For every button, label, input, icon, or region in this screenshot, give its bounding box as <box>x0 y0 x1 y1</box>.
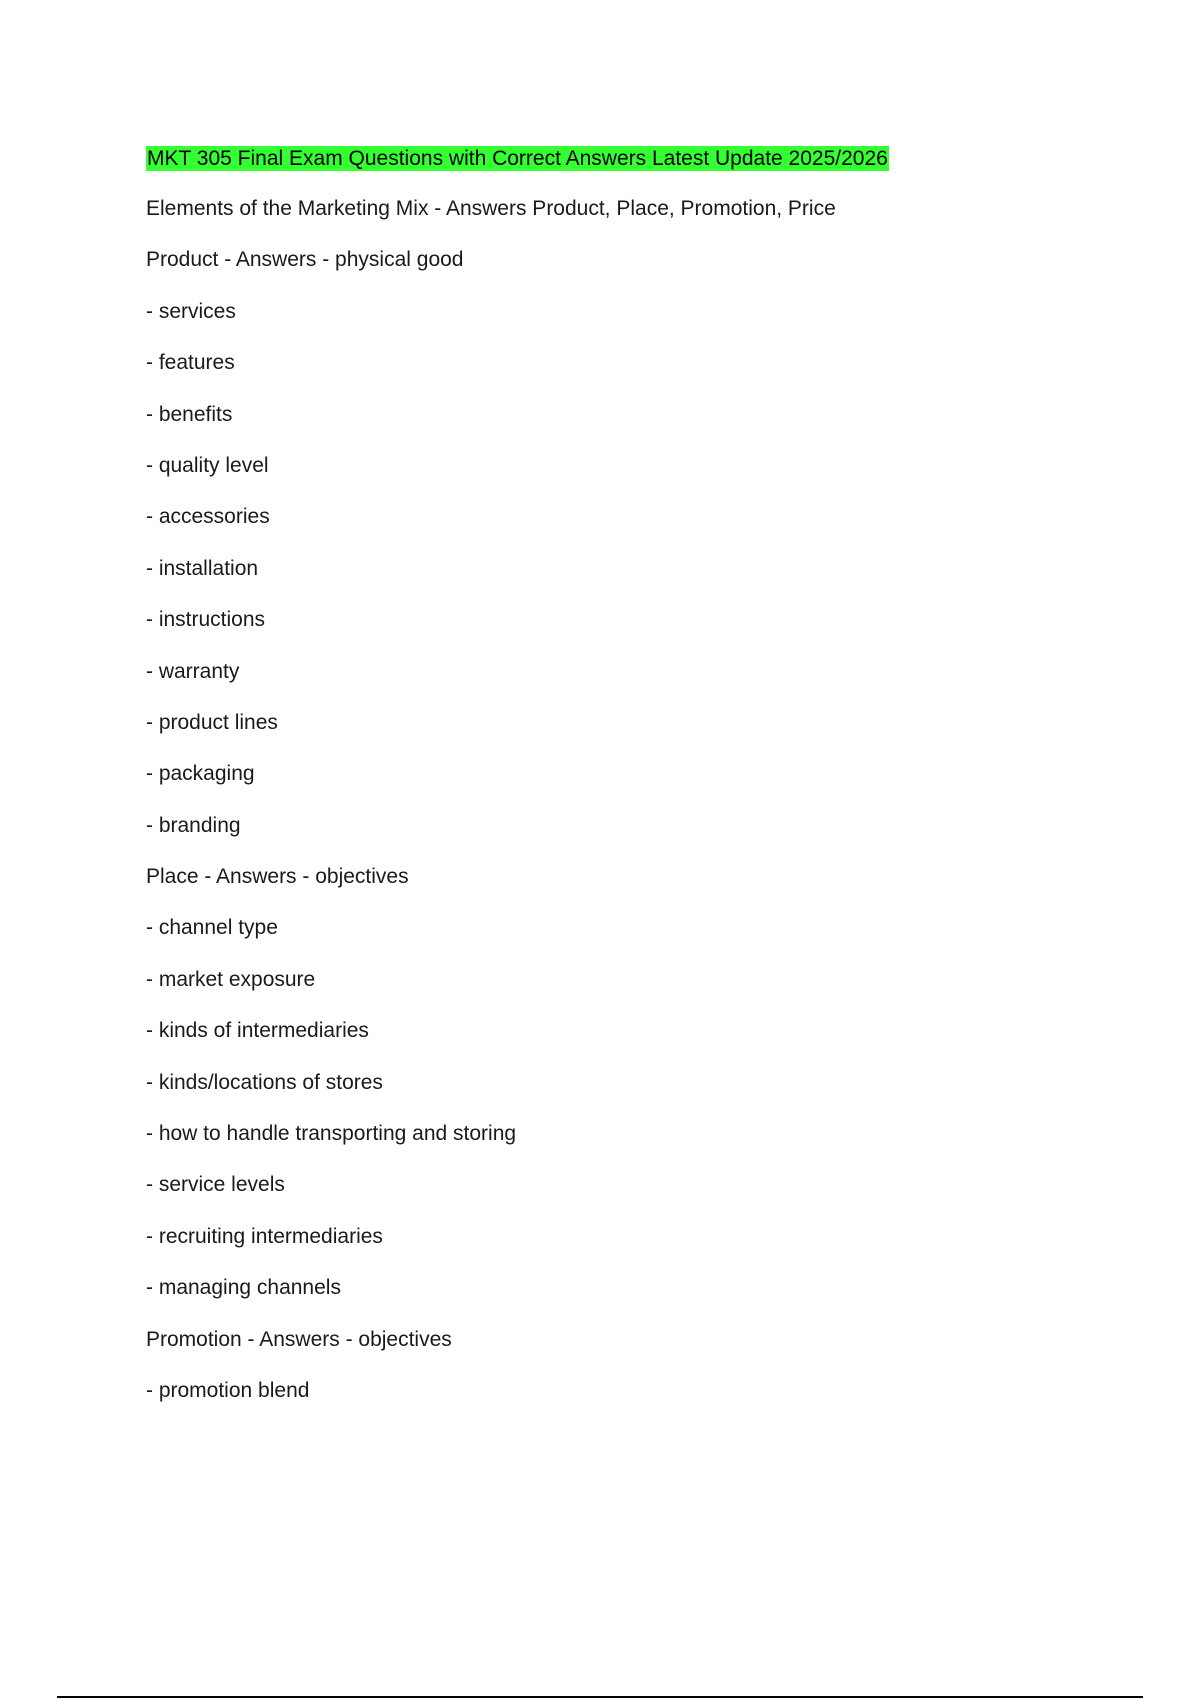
title-highlight: MKT 305 Final Exam Questions with Correct Answers Latest Update 2025/2026 <box>147 147 888 170</box>
text-line: - quality level <box>146 453 269 477</box>
text-line: - channel type <box>146 916 278 940</box>
text-line: - product lines <box>146 710 278 734</box>
text-line: - services <box>146 299 236 323</box>
text-line: - promotion blend <box>146 1378 310 1402</box>
text-line: - kinds of intermediaries <box>146 1019 369 1043</box>
text-line: - installation <box>146 556 259 580</box>
text-line: - branding <box>146 813 241 837</box>
text-line: - benefits <box>146 402 233 426</box>
document-title <box>146 145 889 173</box>
text-line: Promotion - Answers - objectives <box>146 1327 452 1351</box>
document-body <box>146 196 836 1429</box>
text-line: - features <box>146 351 235 375</box>
text-line: Place - Answers - objectives <box>146 865 409 889</box>
text-line: - service levels <box>146 1173 285 1197</box>
text-line: - market exposure <box>146 967 316 991</box>
text-line: Product - Answers - physical good <box>146 248 464 272</box>
page-bottom-rule <box>57 1696 1143 1698</box>
text-line: - instructions <box>146 608 266 632</box>
text-line: - warranty <box>146 659 240 683</box>
text-line: - packaging <box>146 762 255 786</box>
text-line: - recruiting intermediaries <box>146 1224 383 1248</box>
text-line: - how to handle transporting and storing <box>146 1122 517 1146</box>
text-line: - managing channels <box>146 1276 341 1300</box>
text-line: - accessories <box>146 505 270 529</box>
text-line: - kinds/locations of stores <box>146 1070 383 1094</box>
text-line: Elements of the Marketing Mix - Answers Product, Place, Promotion, Price <box>146 197 836 220</box>
